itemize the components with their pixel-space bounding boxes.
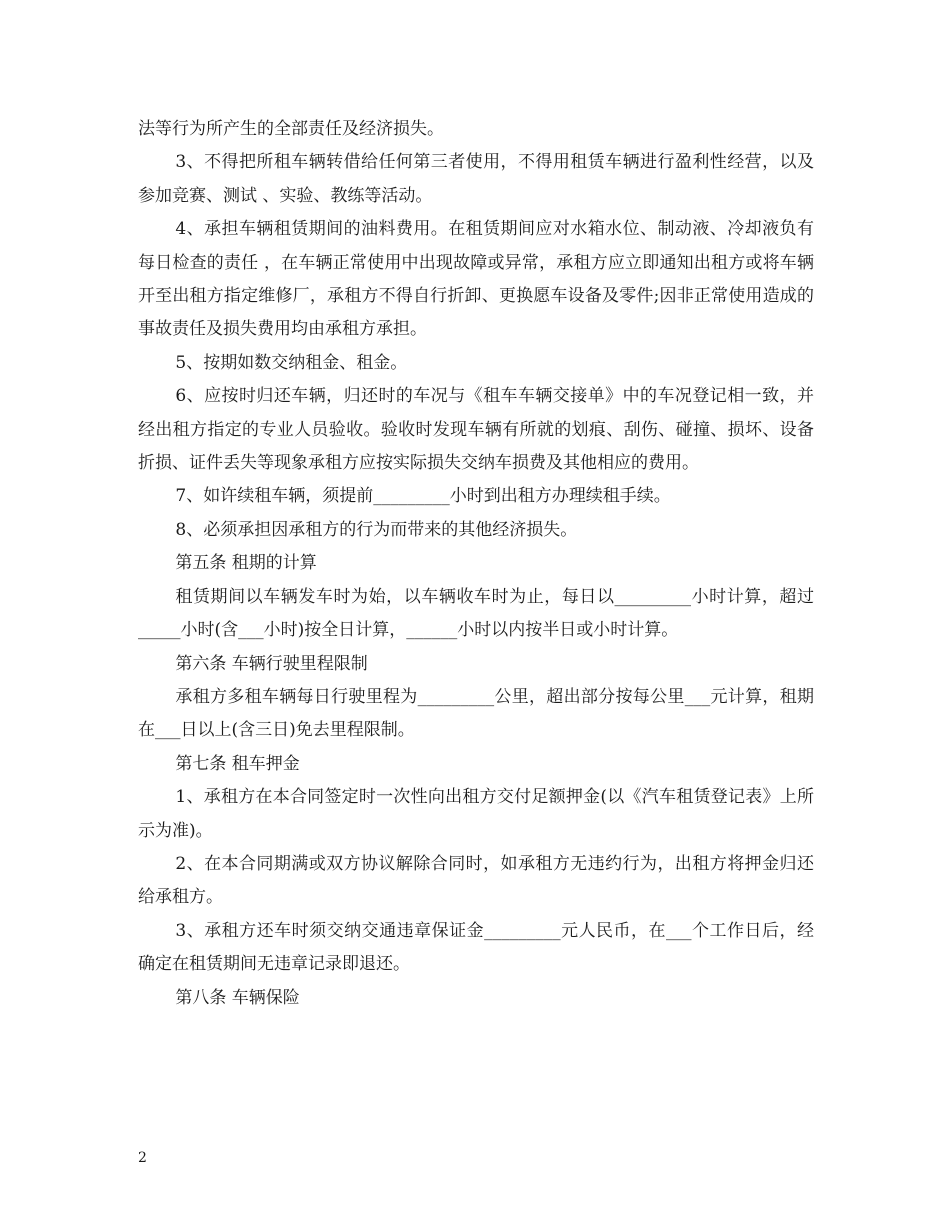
article-5-body: 租赁期间以车辆发车时为始，以车辆收车时为止，每日以_________小时计算，超过_____小时(含___小时)按全日计算，______小时以内按半日或小时计算。 xyxy=(138,586,814,641)
clause-item-4: 4、承担车辆租赁期间的油料费用。在租赁期间应对水箱水位、制动液、冷却液负有每日检查的责任 ，在车辆正常使用中出现故障或异常，承租方应立即通知出租方或将车辆开至出租方指定维修厂，承租方不得自行折卸、更换愿车设备及零件;因非正常使用造成的事故责任及损失费用均由承租方承担。 xyxy=(138,219,814,340)
article-7-heading: 第七条 租车押金 xyxy=(175,753,300,774)
clause-item-7: 7、如许续租车辆，须提前_________小时到出租方办理续租手续。 xyxy=(175,486,671,507)
article-7-item-3: 3、承租方还车时须交纳交通违章保证金_________元人民币，在___个工作日后，经确定在租赁期间无违章记录即退还。 xyxy=(138,920,814,975)
clause-item-3: 3、不得把所租车辆转借给任何第三者使用，不得用租赁车辆进行盈利性经营，以及参加竞赛、测试 、实验、教练等活动。 xyxy=(138,152,814,206)
paragraph-continuation: 法等行为所产生的全部责任及经济损失。 xyxy=(138,119,444,139)
clause-item-6: 6、应按时归还车辆，归还时的车况与《租车车辆交接单》中的车况登记相一致，并经出租方指定的专业人员验收。验收时发现车辆有所就的划痕、刮伤、碰撞、损坏、设备折损、证件丢失等现象承租方应按实际损失交纳车损费及其他相应的费用。 xyxy=(138,386,814,474)
document-body xyxy=(138,113,814,1015)
article-5-heading: 第五条 租期的计算 xyxy=(175,553,317,574)
clause-item-8: 8、必须承担因承租方的行为而带来的其他经济损失。 xyxy=(175,519,578,540)
article-7-item-2: 2、在本合同期满或双方协议解除合同时，如承租方无违约行为，出租方将押金归还给承租方。 xyxy=(138,853,814,908)
article-7-item-1: 1、承租方在本合同签定时一次性向出租方交付足额押金(以《汽车租赁登记表》上所示为准)。 xyxy=(138,787,814,841)
article-8-heading: 第八条 车辆保险 xyxy=(175,987,300,1008)
page-number: 2 xyxy=(138,1150,147,1166)
article-6-body: 承租方多租车辆每日行驶里程为_________公里，超出部分按每公里___元计算，租期在___日以上(含三日)免去里程限制。 xyxy=(138,686,814,741)
article-6-heading: 第六条 车辆行驶里程限制 xyxy=(175,653,368,674)
clause-item-5: 5、按期如数交纳租金、租金。 xyxy=(175,352,408,373)
